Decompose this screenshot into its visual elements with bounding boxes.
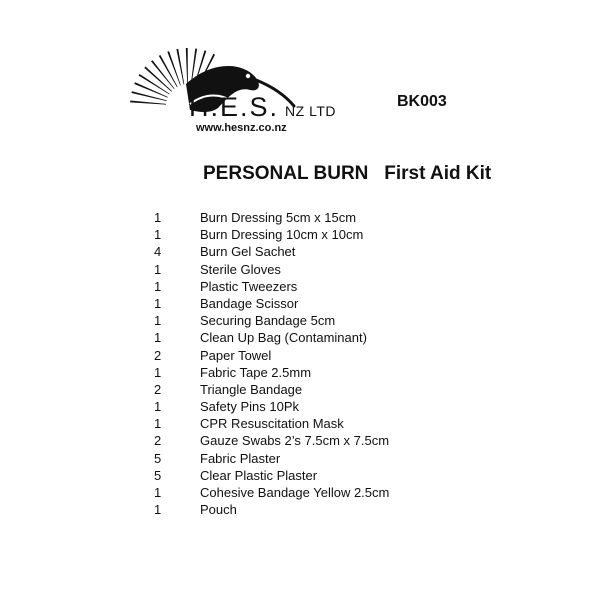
item-description: CPR Resuscitation Mask [200,416,344,432]
list-item [0,209,600,226]
item-description: Burn Dressing 5cm x 15cm [200,210,357,225]
item-quantity: 1 [154,210,162,225]
contents-list [0,209,600,518]
item-description: Triangle Bandage [200,381,303,397]
item-description: Safety Pins 10Pk [200,399,299,415]
item-description: Sterile Gloves [200,261,281,277]
item-description: Cohesive Bandage Yellow 2.5cm [200,485,390,500]
item-quantity: 1 [154,502,162,518]
product-code: BK003 [397,93,447,110]
item-quantity: 2 [154,433,162,449]
item-quantity: 1 [154,416,162,432]
list-item [0,432,600,449]
company-website: www.hesnz.co.nz [196,122,287,134]
item-description: Plastic Tweezers [200,278,298,294]
item-description: Bandage Scissor [200,295,299,311]
item-quantity: 1 [154,485,162,500]
item-description: Fabric Tape 2.5mm [200,364,312,380]
item-description: Burn Dressing 10cm x 10cm [200,227,364,243]
list-item [0,364,600,381]
item-description: Gauze Swabs 2’s 7.5cm x 7.5cm [200,433,390,449]
list-item [0,484,600,501]
item-quantity: 2 [154,381,162,397]
item-quantity: 1 [154,364,162,380]
company-name-main: H.E.S. [189,92,280,122]
list-item [0,467,600,484]
list-item [0,398,600,415]
list-item [0,243,600,260]
list-item [0,295,600,312]
item-quantity: 4 [154,244,162,260]
item-quantity: 1 [154,261,162,277]
list-item [0,226,600,243]
item-description: Clear Plastic Plaster [200,467,318,483]
list-item [0,501,600,518]
document-title: PERSONAL BURN First Aid Kit [203,163,492,184]
item-description: Burn Gel Sachet [200,244,296,260]
item-description: Paper Towel [200,347,272,363]
company-logo [126,40,336,135]
item-quantity: 5 [154,467,162,483]
list-item [0,329,600,346]
item-quantity: 1 [154,330,162,346]
item-quantity: 1 [154,399,162,415]
list-item [0,347,600,364]
list-item [0,450,600,467]
item-description: Fabric Plaster [200,450,281,466]
item-description: Clean Up Bag (Contaminant) [200,330,367,346]
item-quantity: 1 [154,227,162,243]
item-quantity: 1 [154,313,162,329]
item-quantity: 1 [154,295,162,311]
list-item [0,261,600,278]
item-quantity: 1 [154,278,162,294]
item-quantity: 2 [154,347,162,363]
item-description: Securing Bandage 5cm [200,313,336,329]
company-name [189,94,336,121]
item-description: Pouch [200,502,237,518]
list-item [0,312,600,329]
company-name-suffix: NZ LTD [285,103,336,119]
list-item [0,278,600,295]
item-quantity: 5 [154,450,162,466]
list-item [0,415,600,432]
list-item [0,381,600,398]
